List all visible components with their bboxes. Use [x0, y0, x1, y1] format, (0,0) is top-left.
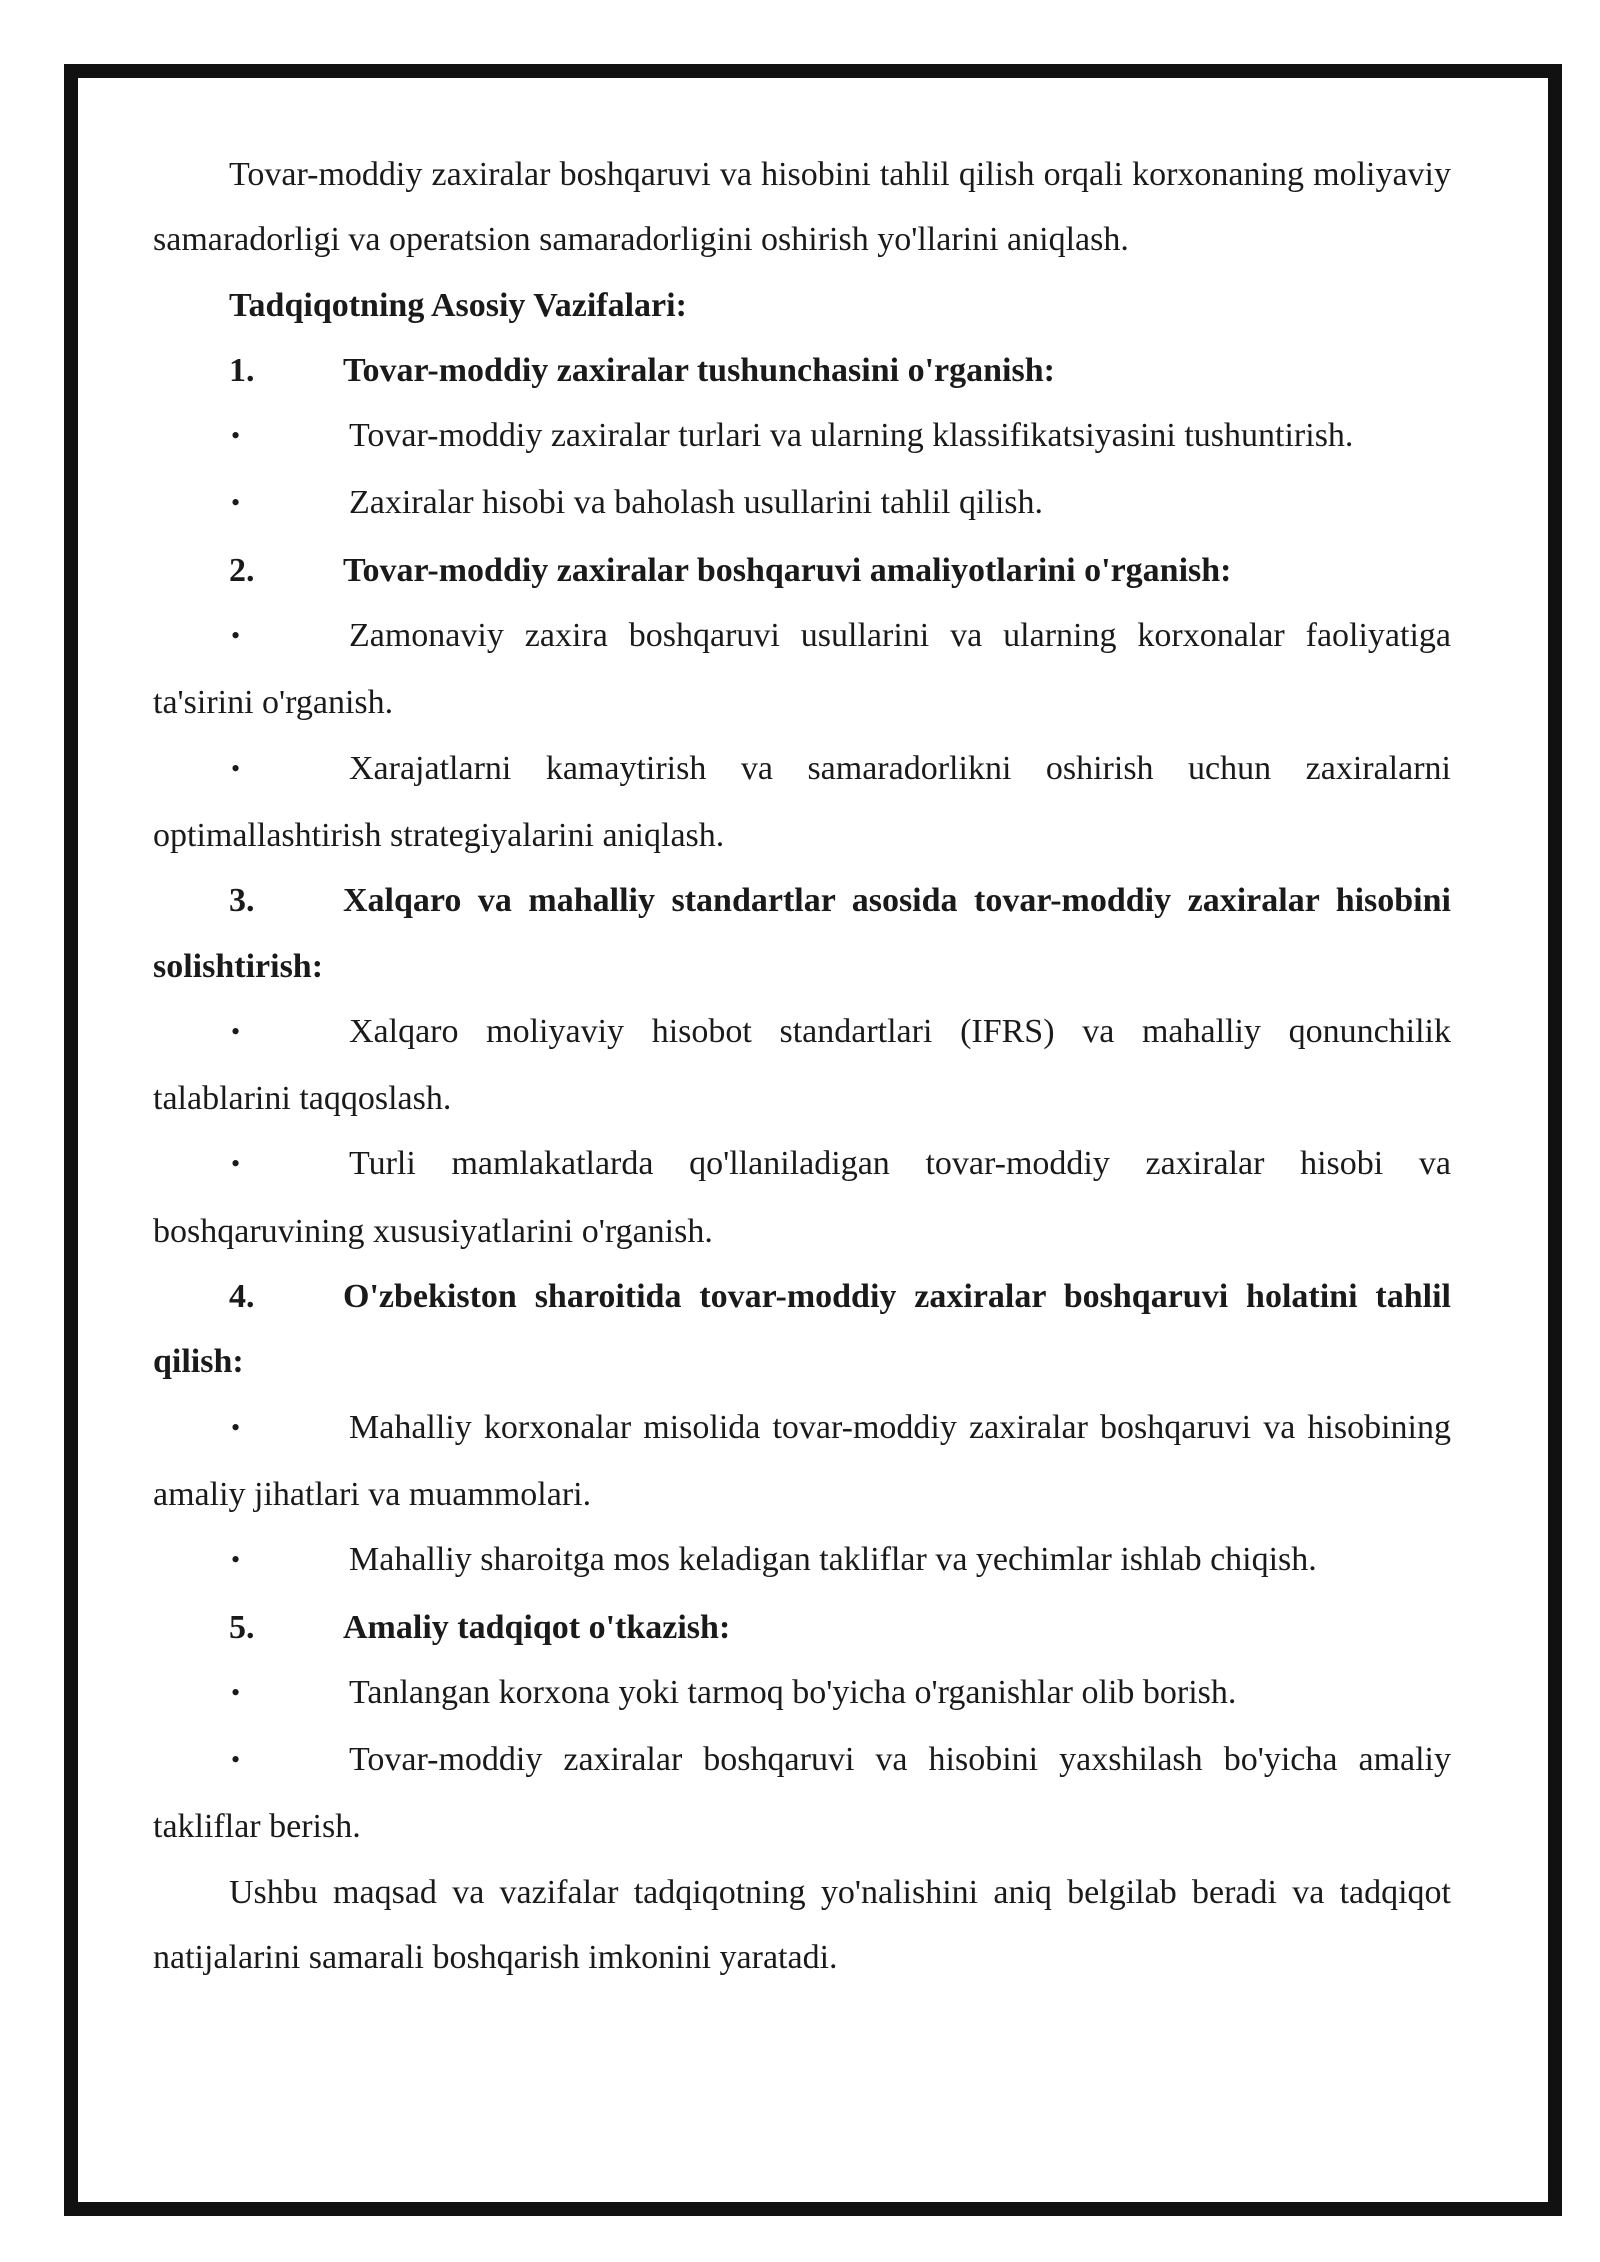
- conclusion-paragraph: Ushbu maqsad va vazifalar tadqiqotning yo'nalishini aniq belgilab beradi va tadqiqot natijalarini samarali boshqarish imkonini yaratadi.: [153, 1873, 1451, 1977]
- list-item: [153, 1395, 1451, 1528]
- section-number: 5.: [229, 1608, 255, 1646]
- bullet-icon: •: [231, 1745, 241, 1775]
- bullet-icon: •: [231, 488, 241, 518]
- section-title: Amaliy tadqiqot o'tkazish:: [343, 1608, 731, 1646]
- section-title: Xalqaro va mahalliy standartlar asosida tovar-moddiy zaxiralar hisobini solishtirish:: [153, 882, 1451, 985]
- section-title: Tovar-moddiy zaxiralar tushunchasini o'rganish:: [343, 351, 1055, 389]
- list-item: [153, 1727, 1451, 1860]
- section-heading-2: [153, 538, 1451, 603]
- bullet-icon: •: [231, 1677, 241, 1707]
- section-title: Tovar-moddiy zaxiralar boshqaruvi amaliyotlarini o'rganish:: [343, 551, 1232, 589]
- section-heading-5: [153, 1595, 1451, 1660]
- list-item-text: Mahalliy sharoitga mos keladigan takliflar va yechimlar ishlab chiqish.: [349, 1541, 1317, 1579]
- section-number: 1.: [229, 351, 255, 389]
- list-item: [153, 403, 1451, 470]
- list-item: [153, 1660, 1451, 1727]
- document-body: [153, 142, 1451, 1990]
- section-number: 4.: [229, 1278, 255, 1316]
- bullet-icon: •: [231, 1545, 241, 1575]
- list-item: [153, 1131, 1451, 1264]
- list-item-text: Tovar-moddiy zaxiralar turlari va ularning klassifikatsiyasini tushuntirish.: [349, 417, 1354, 455]
- list-item: [153, 736, 1451, 869]
- bullet-icon: •: [231, 421, 241, 451]
- list-item: [153, 470, 1451, 537]
- bullet-icon: •: [231, 1412, 241, 1442]
- list-item: [153, 999, 1451, 1132]
- section-number: 3.: [229, 882, 255, 920]
- list-item-text: Tovar-moddiy zaxiralar boshqaruvi va hisobini yaxshilash bo'yicha amaliy takliflar berish.: [153, 1741, 1451, 1846]
- list-item-text: Turli mamlakatlarda qo'llaniladigan tovar-moddiy zaxiralar hisobi va boshqaruvining xususiyatlarini o'rganish.: [153, 1145, 1451, 1250]
- list-item: [153, 1527, 1451, 1594]
- list-item-text: Tanlangan korxona yoki tarmoq bo'yicha o'rganishlar olib borish.: [349, 1673, 1237, 1711]
- bullet-icon: •: [231, 621, 241, 651]
- section-number: 2.: [229, 551, 255, 589]
- section-title: O'zbekiston sharoitida tovar-moddiy zaxiralar boshqaruvi holatini tahlil qilish:: [153, 1278, 1451, 1381]
- tasks-heading: Tadqiqotning Asosiy Vazifalari:: [229, 286, 687, 324]
- intro-paragraph: Tovar-moddiy zaxiralar boshqaruvi va hisobini tahlil qilish orqali korxonaning moliyaviy samaradorligi va operatsion samaradorligini oshirish yo'llarini aniqlash.: [153, 156, 1451, 259]
- list-item-text: Mahalliy korxonalar misolida tovar-moddiy zaxiralar boshqaruvi va hisobining amaliy jihatlari va muammolari.: [153, 1408, 1451, 1513]
- list-item-text: Zamonaviy zaxira boshqaruvi usullarini va ularning korxonalar faoliyatiga ta'sirini o'rganish.: [153, 617, 1451, 722]
- section-heading-1: [153, 338, 1451, 403]
- bullet-icon: •: [231, 1149, 241, 1179]
- list-item: [153, 603, 1451, 736]
- section-heading-3: [153, 868, 1451, 999]
- bullet-icon: •: [231, 1016, 241, 1046]
- section-heading-4: [153, 1264, 1451, 1395]
- bullet-icon: •: [231, 753, 241, 783]
- list-item-text: Xalqaro moliyaviy hisobot standartlari (IFRS) va mahalliy qonunchilik talablarini taqqoslash.: [153, 1012, 1451, 1118]
- list-item-text: Zaxiralar hisobi va baholash usullarini tahlil qilish.: [349, 484, 1044, 522]
- list-item-text: Xarajatlarni kamaytirish va samaradorlikni oshirish uchun zaxiralarni optimallashtirish strategiyalarini aniqlash.: [153, 749, 1451, 854]
